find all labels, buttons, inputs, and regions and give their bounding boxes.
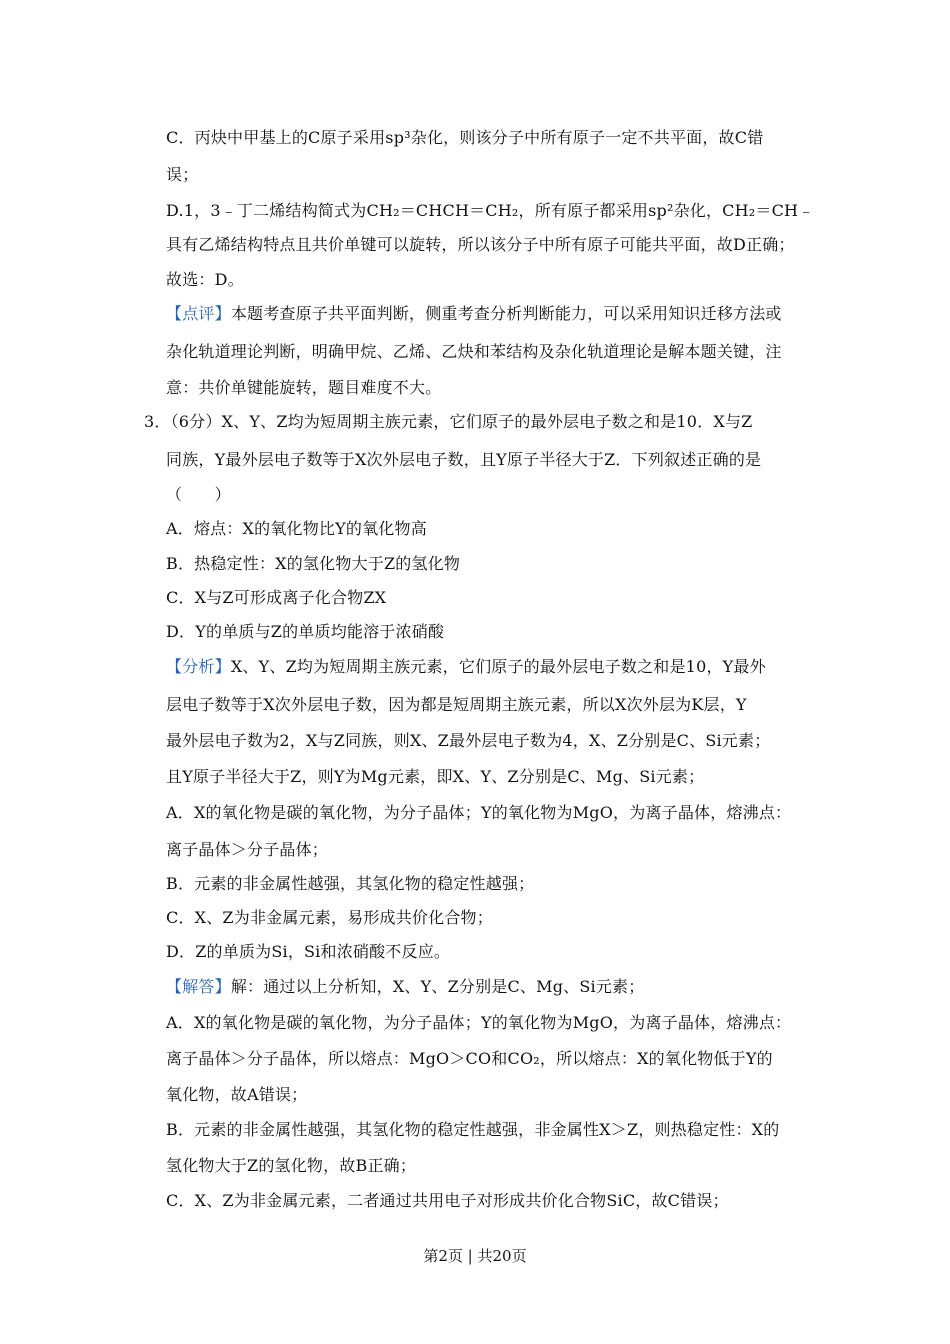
text-line-19: 且Y原子半径大于Z，则Y为Mg元素，即X、Y、Z分别是C、Mg、Si元素；	[166, 767, 705, 786]
review-line-1	[166, 304, 782, 324]
solution-text: 解：通过以上分析知，X、Y、Z分别是C、Mg、Si元素；	[230, 977, 645, 996]
text-line-26: A．X的氧化物是碳的氧化物，为分子晶体；Y的氧化物为MgO，为离子晶体，熔沸点：	[166, 1013, 792, 1032]
page-footer: 第2页 | 共20页	[423, 1247, 527, 1265]
review-text: 本题考查原子共平面判断，侧重考查分析判断能力，可以采用知识迁移方法或	[230, 304, 782, 323]
text-line-22: B．元素的非金属性越强，其氢化物的稳定性越强；	[166, 874, 535, 893]
text-line-23: C．X、Z为非金属元素，易形成共价化合物；	[166, 908, 493, 927]
text-line-21: 离子晶体＞分子晶体；	[166, 840, 329, 859]
text-line-24: D．Z的单质为Si，Si和浓硝酸不反应。	[166, 942, 451, 961]
text-line-18: 最外层电子数为2，X与Z同族，则X、Z最外层电子数为4，X、Z分别是C、Si元素；	[166, 731, 771, 750]
question-3-stem: 3．（6分）X、Y、Z均为短周期主族元素，它们原子的最外层电子数之和是10．X与Z	[144, 412, 753, 431]
review-tag: 【点评】	[166, 304, 231, 323]
option-b: B．热稳定性：X的氢化物大于Z的氢化物	[166, 554, 461, 573]
analysis-text: X、Y、Z均为短周期主族元素，它们原子的最外层电子数之和是10，Y最外	[230, 657, 766, 676]
text-line-5: 故选：D。	[166, 270, 244, 289]
answer-blank: （ ）	[166, 485, 231, 504]
option-d: D．Y的单质与Z的单质均能溶于浓硝酸	[166, 622, 445, 641]
text-line-27: 离子晶体＞分子晶体，所以熔点：MgO＞CO和CO₂，所以熔点：X的氧化物低于Y的	[166, 1049, 773, 1068]
solution-line-1	[166, 977, 644, 997]
option-a: A．熔点：X的氧化物比Y的氧化物高	[166, 519, 427, 538]
text-line-30: 氢化物大于Z的氢化物，故B正确；	[166, 1156, 417, 1175]
text-line-10: 同族，Y最外层电子数等于X次外层电子数，且Y原子半径大于Z．下列叙述正确的是	[166, 450, 762, 469]
text-line-3: D.1，3﹣丁二烯结构简式为CH₂＝CHCH＝CH₂，所有原子都采用sp²杂化，CH₂＝CH﹣	[166, 201, 815, 220]
text-line-8: 意：共价单键能旋转，题目难度不大。	[166, 378, 442, 397]
text-line-7: 杂化轨道理论判断，明确甲烷、乙烯、乙炔和苯结构及杂化轨道理论是解本题关键，注	[166, 342, 782, 361]
text-line-2: 误；	[166, 165, 199, 184]
text-line-31: C．X、Z为非金属元素，二者通过共用电子对形成共价化合物SiC，故C错误；	[166, 1191, 729, 1210]
solution-tag: 【解答】	[166, 977, 231, 996]
analysis-line-1	[166, 657, 766, 677]
text-line-20: A．X的氧化物是碳的氧化物，为分子晶体；Y的氧化物为MgO，为离子晶体，熔沸点：	[166, 803, 792, 822]
text-line-4: 具有乙烯结构特点且共价单键可以旋转，所以该分子中所有原子可能共平面，故D正确；	[166, 235, 795, 254]
text-line-17: 层电子数等于X次外层电子数，因为都是短周期主族元素，所以X次外层为K层，Y	[166, 695, 747, 714]
text-line-28: 氧化物，故A错误；	[166, 1085, 308, 1104]
analysis-tag: 【分析】	[166, 657, 231, 676]
option-c: C．X与Z可形成离子化合物ZX	[166, 588, 387, 607]
text-line-29: B．元素的非金属性越强，其氢化物的稳定性越强，非金属性X＞Z，则热稳定性：X的	[166, 1120, 780, 1139]
text-line-1: C．丙炔中甲基上的C原子采用sp³杂化，则该分子中所有原子一定不共平面，故C错	[166, 128, 764, 147]
